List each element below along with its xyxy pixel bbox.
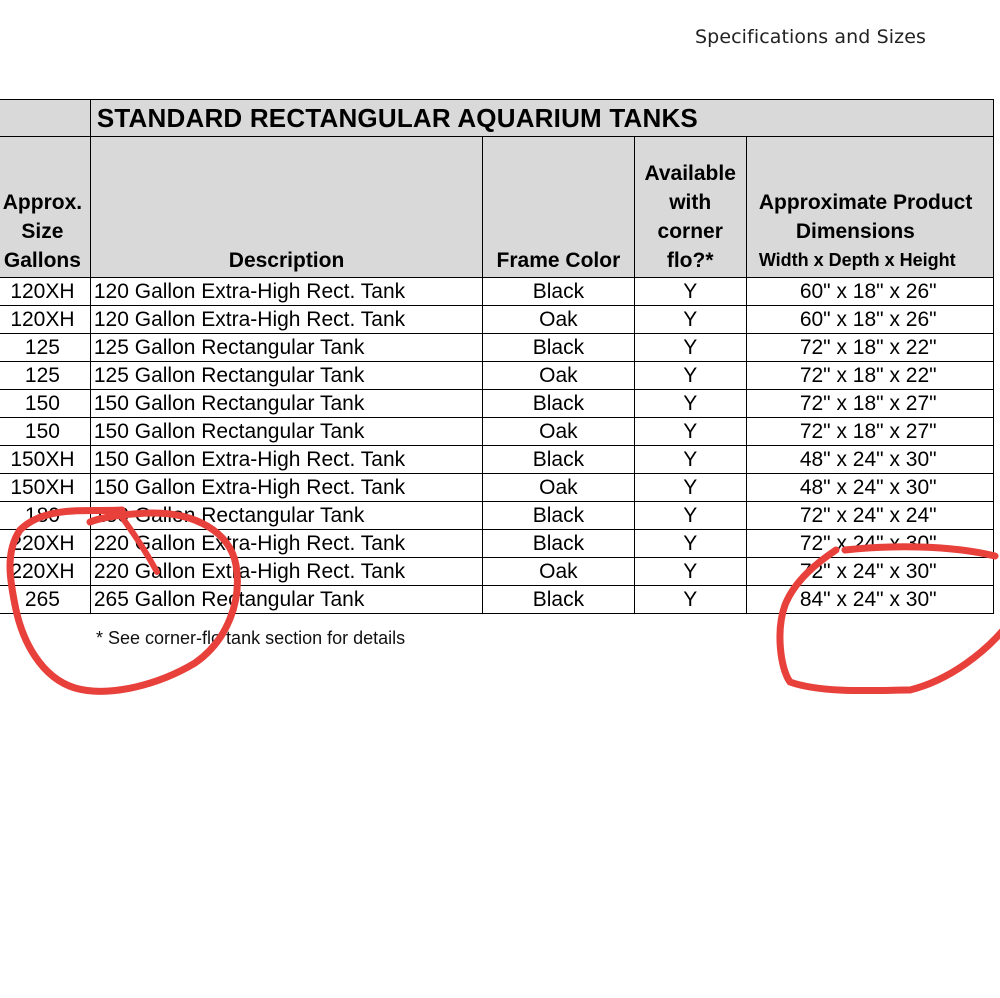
cell-frame-color: Oak [483,558,634,586]
table-row [0,446,994,474]
cell-corner-flo: Y [634,278,746,306]
col-header-frame-color [483,137,634,278]
col-header-size-line: Gallons [3,249,81,272]
cell-dimensions: 72" x 24" x 30" [746,558,993,586]
cell-frame-color: Black [483,530,634,558]
table-title: STANDARD RECTANGULAR AQUARIUM TANKS [90,100,993,137]
cell-frame-color: Oak [483,362,634,390]
cell-dimensions: 72" x 24" x 30" [746,530,993,558]
col-header-size-line: Approx. [2,191,83,214]
col-header-corner-flo-line: with [669,191,712,214]
table-header-row [0,137,994,278]
col-header-size [0,137,90,278]
cell-corner-flo: Y [634,334,746,362]
table-row [0,586,994,614]
cell-description: 220 Gallon Extra-High Rect. Tank [90,558,482,586]
cell-dimensions: 48" x 24" x 30" [746,474,993,502]
cell-size: 220XH [0,530,90,558]
cell-description: 125 Gallon Rectangular Tank [90,334,482,362]
cell-dimensions: 60" x 18" x 26" [746,306,993,334]
col-header-corner-flo-line: flo?* [666,249,714,272]
cell-size: 150XH [0,446,90,474]
page-header: Specifications and Sizes [695,26,927,48]
cell-size: 150 [0,390,90,418]
table-title-row [0,100,994,137]
cell-description: 150 Gallon Extra-High Rect. Tank [90,446,482,474]
cell-dimensions: 48" x 24" x 30" [746,446,993,474]
col-header-size-line: Size [21,220,64,243]
cell-frame-color: Oak [483,306,634,334]
col-header-description [90,137,482,278]
cell-description: 150 Gallon Extra-High Rect. Tank [90,474,482,502]
table-row [0,530,994,558]
aquarium-spec-table [0,99,994,614]
cell-frame-color: Black [483,278,634,306]
cell-size: 120XH [0,278,90,306]
cell-frame-color: Black [483,502,634,530]
cell-corner-flo: Y [634,446,746,474]
cell-dimensions: 72" x 18" x 27" [746,418,993,446]
col-header-corner-flo-line: Available [644,162,736,185]
col-header-dimensions-line: Dimensions [795,220,915,243]
col-header-corner-flo-line: corner [657,220,723,243]
cell-size: 150XH [0,474,90,502]
col-header-description-label: Description [228,249,345,272]
cell-frame-color: Oak [483,474,634,502]
table-row [0,334,994,362]
table-row [0,418,994,446]
cell-description: 125 Gallon Rectangular Tank [90,362,482,390]
table-row [0,278,994,306]
table-footnote: * See corner-flo tank section for details [96,628,406,648]
col-header-dimensions-line: Approximate Product [758,191,973,214]
cell-corner-flo: Y [634,530,746,558]
cell-frame-color: Oak [483,418,634,446]
table-body [0,278,994,614]
cell-dimensions: 72" x 24" x 24" [746,502,993,530]
cell-corner-flo: Y [634,586,746,614]
cell-description: 120 Gallon Extra-High Rect. Tank [90,306,482,334]
cell-corner-flo: Y [634,418,746,446]
table-row [0,474,994,502]
table-row [0,558,994,586]
cell-description: 150 Gallon Rectangular Tank [90,390,482,418]
cell-description: 150 Gallon Rectangular Tank [90,418,482,446]
cell-dimensions: 72" x 18" x 27" [746,390,993,418]
cell-description: 180 Gallon Rectangular Tank [90,502,482,530]
cell-size: 265 [0,586,90,614]
table-row [0,362,994,390]
col-header-corner-flo [634,137,746,278]
cell-corner-flo: Y [634,558,746,586]
cell-frame-color: Black [483,446,634,474]
cell-dimensions: 72" x 18" x 22" [746,334,993,362]
table-row [0,502,994,530]
table-row [0,306,994,334]
cell-frame-color: Black [483,586,634,614]
cell-corner-flo: Y [634,306,746,334]
cell-description: 120 Gallon Extra-High Rect. Tank [90,278,482,306]
col-header-dimensions [746,137,993,278]
cell-description: 220 Gallon Extra-High Rect. Tank [90,530,482,558]
cell-size: 220XH [0,558,90,586]
cell-description: 265 Gallon Rectangular Tank [90,586,482,614]
cell-size: 125 [0,334,90,362]
cell-dimensions: 72" x 18" x 22" [746,362,993,390]
col-header-dimensions-sub: Width x Depth x Height [758,250,956,270]
cell-size: 150 [0,418,90,446]
cell-dimensions: 60" x 18" x 26" [746,278,993,306]
cell-frame-color: Black [483,390,634,418]
cell-size: 125 [0,362,90,390]
cell-dimensions: 84" x 24" x 30" [746,586,993,614]
cell-corner-flo: Y [634,390,746,418]
col-header-frame-color-label: Frame Color [496,249,621,272]
cell-corner-flo: Y [634,362,746,390]
cell-corner-flo: Y [634,502,746,530]
cell-size: 120XH [0,306,90,334]
title-spacer-cell [0,100,90,137]
cell-size: 180 [0,502,90,530]
table-row [0,390,994,418]
cell-corner-flo: Y [634,474,746,502]
cell-frame-color: Black [483,334,634,362]
